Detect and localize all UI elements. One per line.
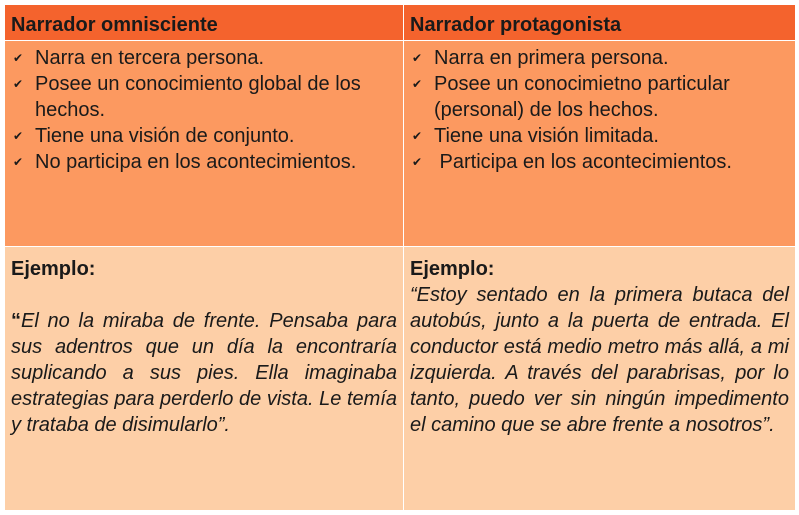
list-item: [11, 45, 397, 71]
protagonist-example: [404, 247, 796, 511]
list-item-text: Narra en primera persona.: [434, 47, 669, 69]
check-icon: ✔: [412, 77, 423, 91]
list-item: [410, 71, 789, 123]
example-text: “Estoy sentado en la primera butaca del autobús, junto a la puerta de entrada. El conductor está medio metro más allá, a mi izquierda. A través del parabrisas, por lo tanto, puedo ver sin ningún impedimento el camino que se abre frente a nosotros”.: [410, 284, 789, 436]
narrator-comparison-table: [4, 4, 796, 511]
check-icon: ✔: [13, 51, 24, 65]
characteristics-row: [5, 41, 796, 247]
example-title: Ejemplo:: [11, 258, 96, 280]
check-icon: ✔: [13, 129, 24, 143]
protagonist-list: [410, 45, 789, 175]
spacer: [11, 282, 397, 308]
list-item-text: Posee un conocimietno particular (personal) de los hechos.: [434, 73, 730, 121]
check-icon: ✔: [13, 77, 24, 91]
omniscient-example: [5, 247, 404, 511]
list-item-text: Tiene una visión limitada.: [434, 125, 659, 147]
list-item-text: Narra en tercera persona.: [35, 47, 265, 69]
check-icon: ✔: [412, 51, 423, 65]
example-text: [11, 308, 397, 438]
open-quote: “: [11, 310, 21, 332]
protagonist-characteristics: [404, 41, 796, 247]
list-item-text: No participa en los acontecimientos.: [35, 151, 357, 173]
list-item: [11, 149, 397, 175]
list-item: [410, 45, 789, 71]
list-item: [410, 123, 789, 149]
omniscient-characteristics: [5, 41, 404, 247]
check-icon: ✔: [412, 129, 423, 143]
header-protagonist: Narrador protagonista: [404, 5, 796, 41]
check-icon: ✔: [412, 155, 423, 169]
example-row: [5, 247, 796, 511]
check-icon: ✔: [13, 155, 24, 169]
list-item: [11, 123, 397, 149]
list-item-text: Tiene una visión de conjunto.: [35, 125, 295, 147]
example-title: Ejemplo:: [410, 258, 495, 280]
list-item-text: Posee un conocimiento global de los hechos.: [35, 73, 361, 121]
list-item: [410, 149, 789, 175]
omniscient-list: [11, 45, 397, 175]
header-omniscient: Narrador omnisciente: [5, 5, 404, 41]
header-row: [5, 5, 796, 41]
list-item-text: Participa en los acontecimientos.: [434, 151, 732, 173]
example-body: El no la miraba de frente. Pensaba para sus adentros que un día la encontraría suplicando a sus pies. Ella imaginaba estrategias para perderlo de vista. Le temía y trataba de disimularlo”.: [11, 310, 397, 436]
list-item: [11, 71, 397, 123]
